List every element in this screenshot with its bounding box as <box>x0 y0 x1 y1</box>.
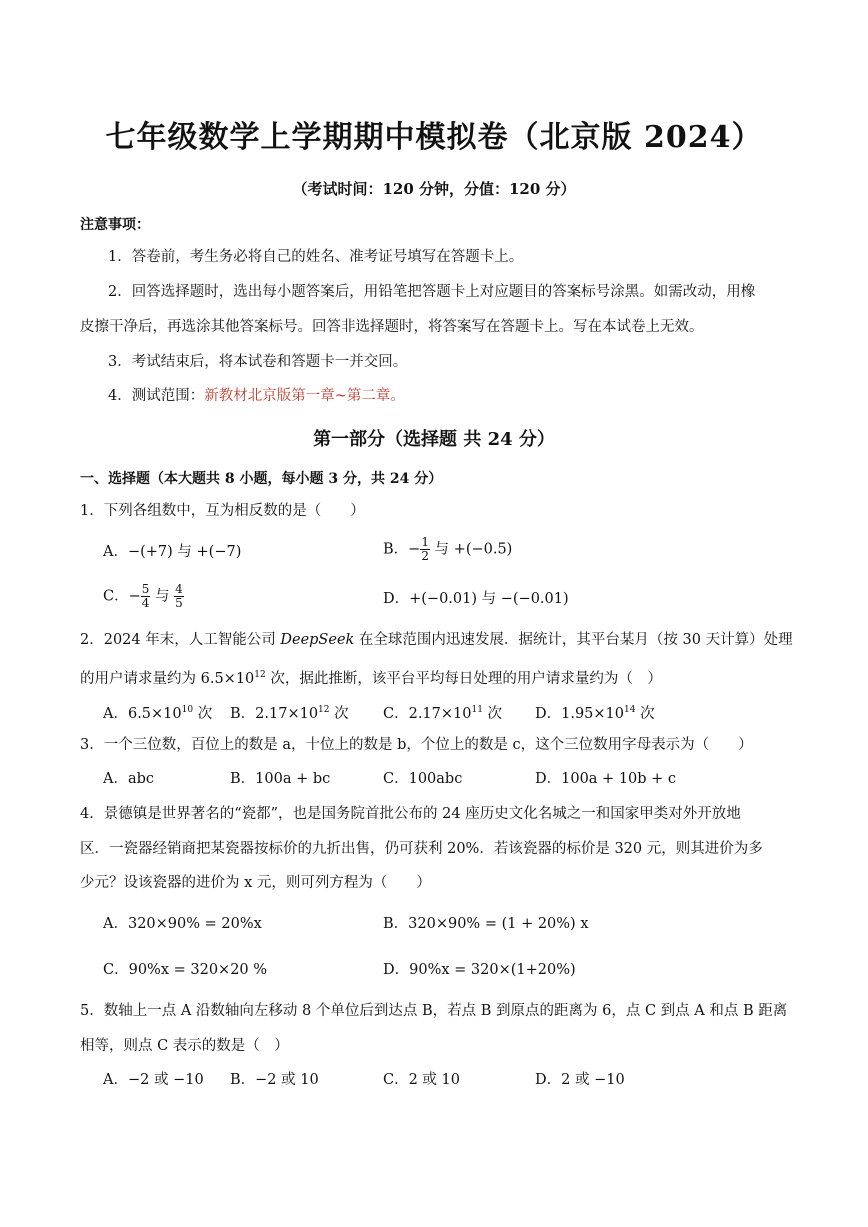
q1-b-fraction <box>420 536 430 563</box>
q2-line-2 <box>80 665 662 689</box>
q3-stem: 3．一个三位数，百位上的数是 a，十位上的数是 b，个位上的数是 c，这个三位数用字母表示为（ ） <box>80 737 753 753</box>
notice-item-3: 3．考试结束后，将本试卷和答题卡一并交回。 <box>108 354 408 370</box>
q1-b-numerator: 1 <box>421 535 429 549</box>
q2-b-exponent: 12 <box>318 705 330 715</box>
q3-option-d: D．100a + 10b + c <box>535 771 677 787</box>
q1-c-prefix: C．− <box>103 588 141 605</box>
test-scope: 新教材北京版第一章~第二章。 <box>204 388 405 404</box>
notice-item-4-label: 4．测试范围： <box>108 388 205 404</box>
q2-line-1 <box>80 630 793 650</box>
notice-item-4 <box>108 386 405 406</box>
q2-b-base: B．2.17×10 <box>230 705 319 722</box>
q2-option-b <box>230 700 349 724</box>
exam-info: （考试时间：120 分钟，分值：120 分） <box>292 180 576 198</box>
q2-b-unit: 次 <box>329 705 349 722</box>
q2-a-unit: 次 <box>193 705 213 722</box>
q2-d-exponent: 14 <box>624 705 636 715</box>
q2-option-d <box>535 700 655 724</box>
q2-c-base: C．2.17×10 <box>383 705 472 722</box>
q5-line-1: 5．数轴上一点 A 沿数轴向左移动 8 个单位后到达点 B，若点 B 到原点的距离为 6，点 C 到点 A 和点 B 距离 <box>80 1003 788 1019</box>
q3-option-c: C．100abc <box>383 771 463 787</box>
q2-company-name: DeepSeek <box>280 632 355 648</box>
section-title: 第一部分（选择题 共 24 分） <box>313 429 555 450</box>
q2-d-unit: 次 <box>635 705 655 722</box>
q1-c-fraction-1 <box>141 583 151 610</box>
notice-item-2: 2．回答选择题时，选出每小题答案后，用铅笔把答题卡上对应题目的答案标号涂黑。如需改动，用橡 <box>108 284 756 300</box>
notice-heading: 注意事项： <box>80 217 150 233</box>
q1-b-prefix: B．− <box>383 541 421 558</box>
q3-option-a: A．abc <box>103 771 155 787</box>
q1-stem: 1．下列各组数中，互为相反数的是（ ） <box>80 503 365 519</box>
q2-line-2-exponent: 12 <box>254 670 266 680</box>
q2-option-c <box>383 700 502 724</box>
page-title: 七年级数学上学期期中模拟卷（北京版 2024） <box>105 120 763 155</box>
q1-option-c <box>103 583 184 610</box>
q2-line-1-a: 2．2024 年末，人工智能公司 <box>80 632 281 648</box>
q1-option-d: D．+(−0.01) 与 −(−0.01) <box>383 591 569 607</box>
q2-a-exponent: 10 <box>181 705 194 715</box>
q1-c-denominator-2: 5 <box>175 596 183 610</box>
section-subhead: 一、选择题（本大题共 8 小题，每小题 3 分，共 24 分） <box>80 471 443 487</box>
q4-option-a: A．320×90% = 20%x <box>103 916 262 932</box>
q5-option-b: B．−2 或 10 <box>230 1072 319 1088</box>
q1-c-fraction-2 <box>174 583 184 610</box>
q1-c-numerator-2: 4 <box>175 582 183 596</box>
q5-option-c: C．2 或 10 <box>383 1072 460 1088</box>
q4-option-d: D．90%x = 320×(1+20%) <box>383 962 576 978</box>
q1-c-denominator-1: 4 <box>141 596 150 610</box>
q4-line-1: 4．景德镇是世界著名的“瓷都”，也是国务院首批公布的 24 座历史文化名城之一和国家甲类对外开放地 <box>80 806 741 822</box>
q5-line-2: 相等，则点 C 表示的数是（ ） <box>80 1038 289 1054</box>
q2-c-unit: 次 <box>482 705 503 722</box>
q5-option-d: D．2 或 −10 <box>535 1072 625 1088</box>
q1-c-numerator-1: 5 <box>141 582 150 596</box>
q4-option-c: C．90%x = 320×20 % <box>103 962 268 978</box>
q2-d-base: D．1.95×10 <box>535 705 625 722</box>
q5-option-a: A．−2 或 −10 <box>103 1072 204 1088</box>
q1-option-a: A．−(+7) 与 +(−7) <box>103 544 242 560</box>
q3-option-b: B．100a + bc <box>230 771 331 787</box>
q2-line-2-b: 次，据此推断，该平台平均每日处理的用户请求量约为（ ） <box>265 670 662 687</box>
q4-line-2: 区．一瓷器经销商把某瓷器按标价的九折出售，仍可获利 20%．若该瓷器的标价是 320 元，则其进价为多 <box>80 841 763 857</box>
q2-line-2-a: 的用户请求量约为 6.5×10 <box>80 670 255 687</box>
q2-line-1-c: 在全球范围内迅速发展．据统计，其平台某月（按 30 天计算）处理 <box>354 632 793 648</box>
q1-option-b <box>383 536 512 563</box>
q2-c-exponent: 11 <box>471 705 483 715</box>
q4-line-3: 少元？设该瓷器的进价为 x 元，则可列方程为（ ） <box>80 875 431 891</box>
q1-c-mid: 与 <box>150 588 175 605</box>
notice-item-2-cont: 皮擦干净后，再选涂其他答案标号。回答非选择题时，将答案写在答题卡上。写在本试卷上无效。 <box>80 319 704 335</box>
q2-a-base: A．6.5×10 <box>103 705 182 722</box>
q4-option-b: B．320×90% = (1 + 20%) x <box>383 916 589 932</box>
notice-item-1: 1．答卷前，考生务必将自己的姓名、准考证号填写在答题卡上。 <box>108 249 524 265</box>
q1-b-suffix: 与 +(−0.5) <box>429 541 513 558</box>
q2-option-a <box>103 700 212 724</box>
q1-b-denominator: 2 <box>421 549 429 563</box>
